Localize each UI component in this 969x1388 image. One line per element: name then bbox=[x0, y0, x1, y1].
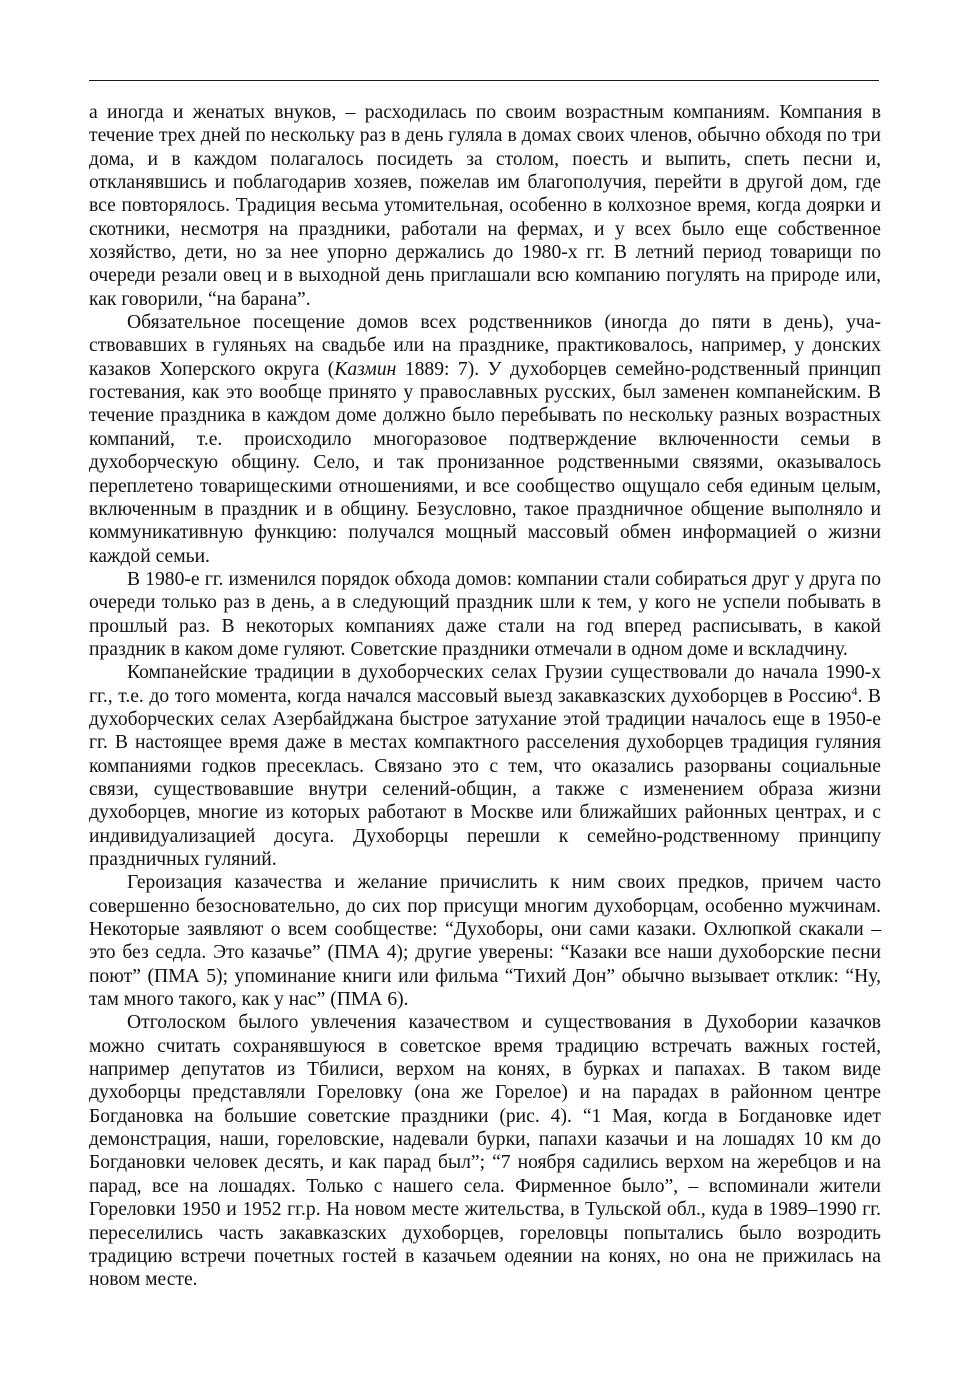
paragraph-4 bbox=[89, 661, 881, 871]
paragraph-6-text: Отголоском былого увлечения казачеством и существования в Духобории казачков можно считать сохранявшуюся в советское время традицию встречать важных гостей, например депутатов из Тбилиси, верхом на конях, в бурках и папахах. В таком виде духоборцы представляли Гореловку (она же Горелое) и на парадах в районном центре Богдановка на большие советские праздники (рис. 4). “1 Мая, когда в Богдановке идет демонстрация, наши, гореловские, надевали бурки, папахи казачьи и на лошадях 10 км до Богдановки человек десять, и как парад был”; “7 ноября садились верхом на жеребцов и на парад, все на лошадях. Только с нашего села. Фирменное было”, – вспоминали жители Гореловки 1950 и 1952 гг.р. На новом месте жительства, в Тульской обл., куда в 1989–1990 гг. переселились часть закавказских духоборцев, гореловцы попытались было возродить традицию встречи почетных гостей в казачьем одеянии на конях, но она не прижилась на новом месте. bbox=[89, 1012, 881, 1291]
footnote-marker: 4 bbox=[851, 683, 858, 698]
paragraph-1 bbox=[89, 101, 881, 311]
paragraph-1-text: а иногда и женатых внуков, – расходилась по своим возрастным компаниям. Компания в течение трех дней по нескольку раз в день гуляла в домах своих членов, обычно обходя по три дома, и в каждом полагалось посидеть за столом, поесть и выпить, спеть песни и, откланявшись и поблагодарив хозяев, пожелав им благополучия, перейти в другой дом, где все повторялось. Традиция весьма утомительная, особенно в колхозное время, когда доярки и скотники, несмотря на праздники, работали на фермах, и у всех было еще собственное хозяйство, дети, но за нее упорно держались до 1980-х гг. В летний период товарищи по очереди резали овец и в выходной день приглашали всю компанию погулять на природе или, как говорили, “на барана”. bbox=[89, 102, 881, 310]
paragraph-6 bbox=[89, 1011, 881, 1291]
paragraph-2-text-b: 1889: 7). У духоборцев семейно-родственный принцип гостевания, как это вообще принято у православных русских, был заменен компанейским. В течение праздника в каждом доме должно было перебывать по нескольку разных возрастных компаний, т.е. происходило многоразовое подтверждение включенности семьи в духоборческую общину. Село, и так пронизанное родственными связями, оказывалось переплетено товарищескими отношениями, и все сообщество ощущало себя единым целым, включенным в праздник и в общину. Безусловно, такое праздничное общение выполняло и коммуникативную функцию: получался мощный массовый обмен информацией о жизни каждой семьи. bbox=[89, 358, 882, 567]
citation-author-kazmin: Казмин bbox=[334, 358, 397, 380]
paragraph-2-text-a: Обязательное посещение домов всех родственников (иногда до пяти в день), участвовавших в гуляньях на свадьбе или на празднике, практиковалось, например, у донских казаков Хоперского округа ( bbox=[89, 312, 881, 380]
paragraph-5 bbox=[89, 871, 881, 1011]
paragraph-5-text: Героизация казачества и желание причислить к ним своих предков, причем часто совершенно безосновательно, до сих пор присущи многим духоборцам, особенно мужчинам. Некоторые заявляют о всем сообществе: “Духоборы, они сами казаки. Охлюпкой скакали – это без седла. Это казачье” (ПМА 4); другие уверены: “Казаки все наши духоборские песни поют” (ПМА 5); упоминание книги или фильма “Тихий Дон” обычно вызывает отклик: “Ну, там много такого, как у нас” (ПМА 6). bbox=[89, 872, 881, 1011]
text-body bbox=[89, 101, 881, 1292]
paragraph-4-text-b: . В духоборческих селах Азербайджана быстрое затухание этой традиции началось еще в 1950-е гг. В настоящее время даже в местах компактного расселения духоборцев традиция гуляния компаниями годков пресеклась. Связано это с тем, что оказались разорваны социальные связи, существовавшие внутри селений-общин, а также с изменением образа жизни духоборцев, многие из которых работают в Москве или ближайших районных центрах, и с индивидуализацией досуга. Духоборцы перешли к семейно-родственному принципу праздничных гуляний. bbox=[89, 685, 881, 870]
paragraph-2 bbox=[89, 311, 881, 568]
paragraph-3-text: В 1980-е гг. изменился порядок обхода домов: компании стали собираться друг у друга по очереди только раз в день, а в следующий праздник шли к тем, у кого не успели побывать в прошлый раз. В некоторых компаниях даже стали на год вперед расписывать, в какой праздник в каком доме гуляют. Советские праздники отмечали в одном доме и вскладчину. bbox=[89, 568, 881, 660]
paragraph-3 bbox=[89, 568, 881, 661]
top-rule bbox=[89, 80, 879, 81]
paragraph-4-text-a: Компанейские традиции в духоборческих селах Грузии существовали до начала 1990-х гг., т.е. до того момента, когда начался массовый выезд закавказских духоборцев в Россию bbox=[89, 662, 881, 707]
